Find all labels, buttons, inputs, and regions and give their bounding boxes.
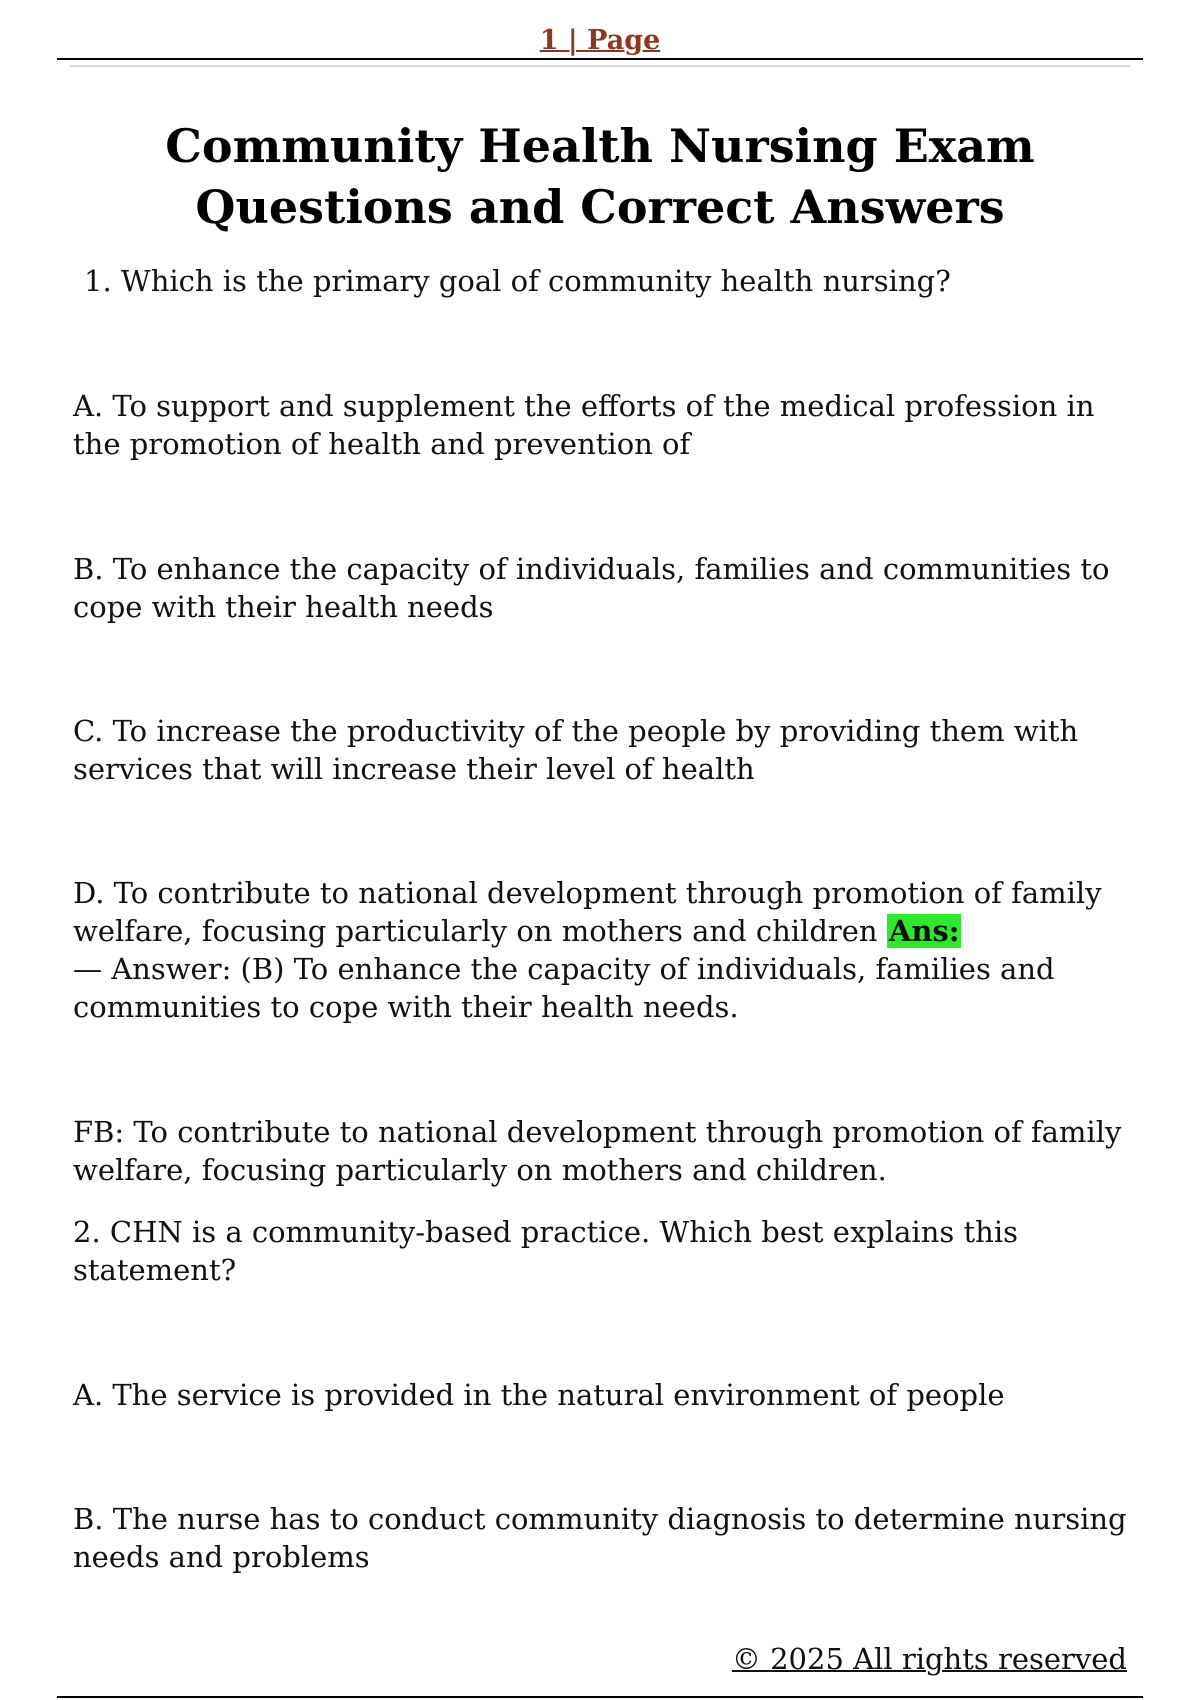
document-title: Community Health Nursing Exam Questions and Correct Answers (165, 119, 1035, 234)
footer-divider (57, 1696, 1143, 1698)
question-2-stem: 2. CHN is a community-based practice. Which best explains this statement? (73, 1215, 1018, 1287)
question-1-option-d-with-answer (73, 874, 1143, 1026)
page-header (57, 24, 1143, 60)
page-number-label: 1 | Page (539, 25, 661, 56)
header-divider (70, 65, 1130, 67)
question-2-option-b: B. The nurse has to conduct community diagnosis to determine nursing needs and problems (73, 1502, 1127, 1574)
question-1-option-c: C. To increase the productivity of the people by providing them with services that will increase their level of health (73, 714, 1079, 786)
question-1-feedback: FB: To contribute to national development through promotion of family welfare, focusing particularly on mothers and children. (73, 1115, 1122, 1187)
question-1-answer: — Answer: (B) To enhance the capacity of individuals, families and communities to cope with their health needs. (73, 952, 1055, 1024)
copyright-notice: © 2025 All rights reserved (731, 1642, 1127, 1676)
question-1-stem: 1. Which is the primary goal of community health nursing? (84, 264, 951, 298)
question-1-option-d: D. To contribute to national development through promotion of family welfare, focusing particularly on mothers and children (73, 876, 1102, 948)
question-1-option-b: B. To enhance the capacity of individuals, families and communities to cope with their health needs (73, 552, 1110, 624)
answer-highlight-label: Ans: (888, 914, 960, 948)
question-1-option-a: A. To support and supplement the efforts of the medical profession in the promotion of health and prevention of (73, 389, 1095, 461)
question-2-option-a: A. The service is provided in the natural environment of people (73, 1378, 1005, 1412)
